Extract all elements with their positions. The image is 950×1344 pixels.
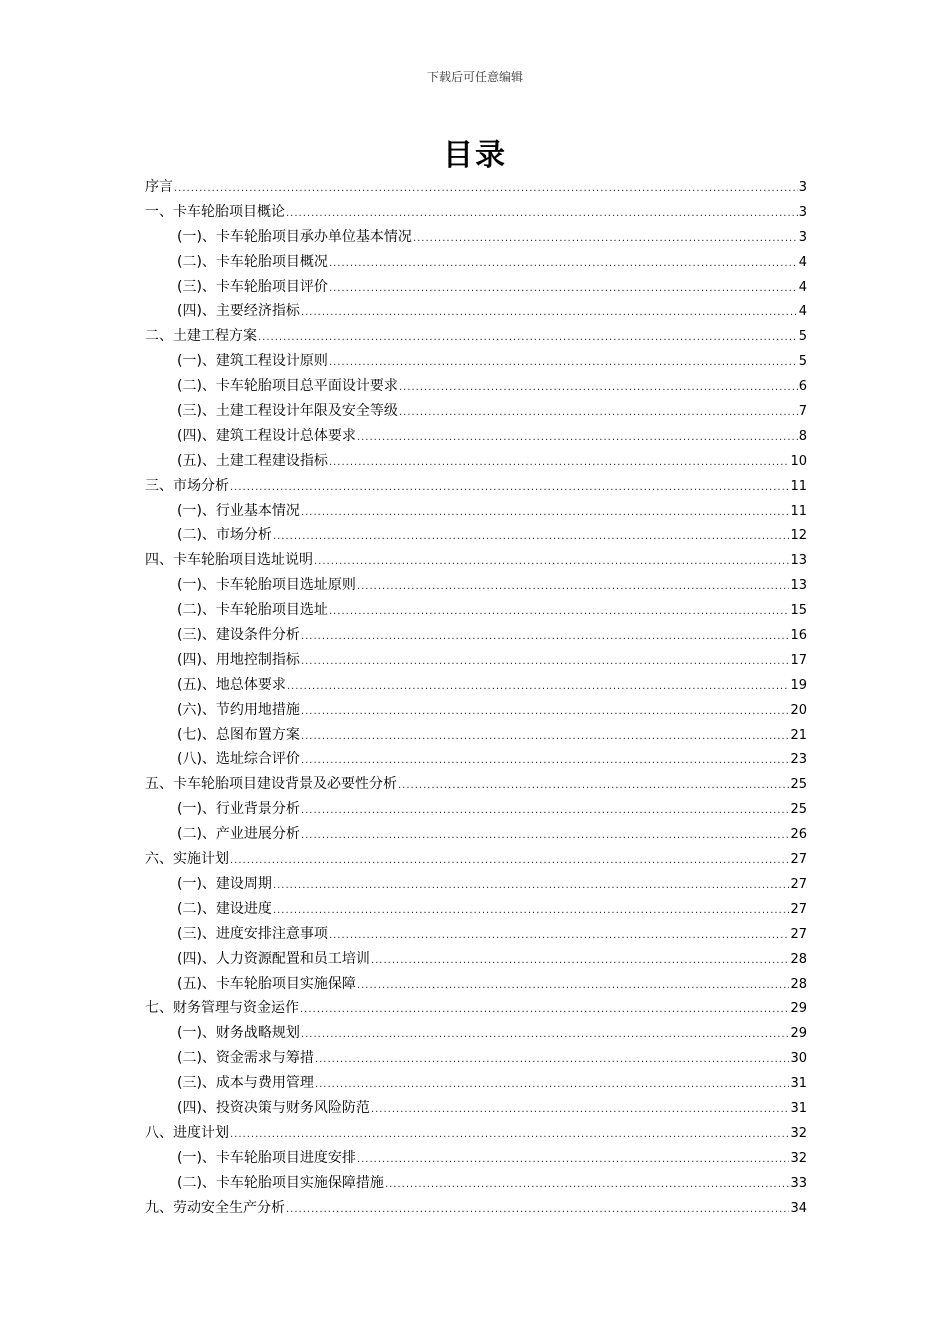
toc-entry-label: (七)、总图布置方案 <box>177 726 300 743</box>
toc-entry[interactable] <box>145 996 807 1021</box>
toc-entry-label: (一)、建筑工程设计原则 <box>177 353 328 370</box>
toc-entry-page-number: 27 <box>790 926 807 942</box>
toc-dot-leader <box>273 899 790 924</box>
toc-dot-leader <box>314 550 789 575</box>
toc-entry-page-number: 11 <box>790 503 807 519</box>
toc-entry-label: (三)、成本与费用管理 <box>177 1075 314 1092</box>
toc-entry[interactable] <box>145 299 807 324</box>
toc-entry[interactable] <box>145 573 807 598</box>
toc-entry-page-number: 26 <box>790 827 807 843</box>
toc-entry-label: (五)、卡车轮胎项目实施保障 <box>177 975 356 992</box>
toc-entry[interactable] <box>145 250 807 275</box>
toc-dot-leader <box>301 824 790 849</box>
toc-entry[interactable] <box>145 225 807 250</box>
toc-entry[interactable] <box>145 747 807 772</box>
toc-entry-label: 三、市场分析 <box>145 477 229 494</box>
toc-entry-page-number: 27 <box>790 901 807 917</box>
toc-entry-page-number: 32 <box>790 1125 807 1141</box>
toc-dot-leader <box>301 301 798 326</box>
toc-entry-label: (八)、选址综合评价 <box>177 751 300 768</box>
toc-dot-leader <box>329 277 798 302</box>
toc-entry[interactable] <box>145 1171 807 1196</box>
toc-entry[interactable] <box>145 349 807 374</box>
toc-dot-leader <box>230 1123 789 1148</box>
toc-entry-label: (二)、产业进展分析 <box>177 826 300 843</box>
toc-entry[interactable] <box>145 623 807 648</box>
toc-entry-label: 五、卡车轮胎项目建设背景及必要性分析 <box>145 776 397 793</box>
toc-entry-page-number: 28 <box>790 976 807 992</box>
toc-dot-leader <box>357 1148 790 1173</box>
toc-dot-leader <box>357 426 798 451</box>
toc-entry[interactable] <box>145 897 807 922</box>
toc-entry[interactable] <box>145 698 807 723</box>
toc-dot-leader <box>301 1023 790 1048</box>
toc-entry-page-number: 29 <box>790 1001 807 1017</box>
toc-entry[interactable] <box>145 1196 807 1221</box>
toc-entry-page-number: 29 <box>790 1026 807 1042</box>
toc-dot-leader <box>413 227 798 252</box>
toc-entry[interactable] <box>145 797 807 822</box>
toc-entry-label: (一)、建设周期 <box>177 875 272 892</box>
toc-entry-label: 九、劳动安全生产分析 <box>145 1199 285 1216</box>
toc-entry-label: (四)、投资决策与财务风险防范 <box>177 1099 370 1116</box>
toc-entry-label: (四)、用地控制指标 <box>177 651 300 668</box>
toc-dot-leader <box>301 799 790 824</box>
toc-entry-page-number: 27 <box>790 876 807 892</box>
toc-entry[interactable] <box>145 200 807 225</box>
toc-entry-page-number: 15 <box>790 603 807 619</box>
toc-entry-page-number: 17 <box>790 652 807 668</box>
toc-entry-page-number: 16 <box>790 628 807 644</box>
toc-entry-page-number: 13 <box>790 553 807 569</box>
toc-entry-label: (三)、卡车轮胎项目评价 <box>177 278 328 295</box>
toc-entry[interactable] <box>145 1071 807 1096</box>
toc-entry-page-number: 3 <box>798 180 807 195</box>
toc-entry-label: (一)、行业基本情况 <box>177 502 300 519</box>
toc-entry-label: (一)、卡车轮胎项目承办单位基本情况 <box>177 228 412 245</box>
toc-entry-page-number: 6 <box>798 379 807 395</box>
toc-entry[interactable] <box>145 922 807 947</box>
toc-dot-leader <box>258 326 798 351</box>
toc-dot-leader <box>230 476 789 501</box>
toc-dot-leader <box>286 202 798 227</box>
toc-entry-page-number: 34 <box>790 1200 807 1216</box>
toc-entry-label: (六)、节约用地措施 <box>177 701 300 718</box>
toc-entry-page-number: 27 <box>790 852 807 868</box>
toc-entry[interactable] <box>145 1021 807 1046</box>
toc-entry[interactable] <box>145 1046 807 1071</box>
toc-entry[interactable] <box>145 548 807 573</box>
toc-entry-page-number: 33 <box>790 1175 807 1191</box>
toc-dot-leader <box>286 1198 789 1223</box>
toc-entry-label: (三)、土建工程设计年限及安全等级 <box>177 403 398 420</box>
toc-dot-leader <box>329 600 790 625</box>
toc-entry-page-number: 28 <box>790 951 807 967</box>
toc-entry-page-number: 23 <box>790 752 807 768</box>
toc-entry-label: (一)、行业背景分析 <box>177 801 300 818</box>
toc-entry-label: 序言 <box>145 179 173 195</box>
toc-entry[interactable] <box>145 648 807 673</box>
toc-entry-label: 四、卡车轮胎项目选址说明 <box>145 552 313 569</box>
toc-entry-label: (五)、地总体要求 <box>177 676 286 693</box>
toc-entry[interactable] <box>145 275 807 300</box>
toc-entry[interactable] <box>145 399 807 424</box>
toc-entry-label: (二)、卡车轮胎项目概况 <box>177 253 328 270</box>
toc-entry-label: (二)、卡车轮胎项目实施保障措施 <box>177 1174 384 1191</box>
toc-entry-page-number: 12 <box>790 528 807 544</box>
toc-entry[interactable] <box>145 374 807 399</box>
toc-entry-page-number: 19 <box>790 677 807 693</box>
toc-entry-page-number: 25 <box>790 777 807 793</box>
toc-entry[interactable] <box>145 449 807 474</box>
toc-dot-leader <box>315 1073 790 1098</box>
toc-entry[interactable] <box>145 772 807 797</box>
page-title: 目录 <box>443 138 507 173</box>
toc-entry[interactable] <box>145 523 807 548</box>
toc-entry-label: (二)、资金需求与筹措 <box>177 1050 314 1067</box>
toc-dot-leader <box>301 650 790 675</box>
toc-dot-leader <box>357 575 790 600</box>
toc-entry[interactable] <box>145 598 807 623</box>
toc-entry[interactable] <box>145 847 807 872</box>
toc-entry[interactable] <box>145 324 807 349</box>
toc-entry-page-number: 3 <box>798 204 807 220</box>
toc-entry[interactable] <box>145 872 807 897</box>
toc-entry-page-number: 4 <box>798 279 807 295</box>
toc-dot-leader <box>301 700 790 725</box>
toc-entry-page-number: 3 <box>798 229 807 245</box>
toc-entry[interactable] <box>145 673 807 698</box>
toc-entry-page-number: 20 <box>790 702 807 718</box>
toc-dot-leader <box>301 749 790 774</box>
toc-entry-label: (一)、卡车轮胎项目进度安排 <box>177 1149 356 1166</box>
toc-entry-page-number: 31 <box>790 1100 807 1116</box>
toc-dot-leader <box>301 725 790 750</box>
toc-dot-leader <box>230 849 789 874</box>
page-header: 下载后可任意编辑 <box>426 70 523 84</box>
toc-dot-leader <box>357 974 790 999</box>
toc-entry[interactable] <box>145 1146 807 1171</box>
toc-entry-page-number: 4 <box>798 254 807 270</box>
toc-entry-label: (二)、卡车轮胎项目选址 <box>177 602 328 619</box>
toc-entry-label: 七、财务管理与资金运作 <box>145 1000 299 1017</box>
toc-entry-page-number: 7 <box>798 404 807 420</box>
toc-dot-leader <box>385 1173 790 1198</box>
toc-entry[interactable] <box>145 947 807 972</box>
toc-entry[interactable] <box>145 474 807 499</box>
table-of-contents <box>145 175 807 1220</box>
toc-dot-leader <box>329 252 798 277</box>
toc-dot-leader <box>315 1048 790 1073</box>
toc-dot-leader <box>273 525 790 550</box>
toc-entry-label: (二)、建设进度 <box>177 900 272 917</box>
toc-entry-label: (三)、建设条件分析 <box>177 627 300 644</box>
toc-entry[interactable] <box>145 424 807 449</box>
toc-entry-label: 八、进度计划 <box>145 1124 229 1141</box>
toc-entry[interactable] <box>145 499 807 524</box>
toc-dot-leader <box>329 451 790 476</box>
toc-entry-label: (五)、土建工程建设指标 <box>177 452 328 469</box>
toc-dot-leader <box>371 1098 790 1123</box>
toc-entry[interactable] <box>145 972 807 997</box>
toc-entry-page-number: 4 <box>798 304 807 320</box>
toc-entry-label: 六、实施计划 <box>145 851 229 868</box>
toc-dot-leader <box>371 949 790 974</box>
toc-entry[interactable] <box>145 1121 807 1146</box>
toc-dot-leader <box>399 376 798 401</box>
toc-dot-leader <box>273 874 790 899</box>
toc-entry-label: (一)、财务战略规划 <box>177 1025 300 1042</box>
toc-dot-leader <box>329 924 790 949</box>
toc-entry-page-number: 13 <box>790 578 807 594</box>
toc-entry-page-number: 32 <box>790 1150 807 1166</box>
toc-entry-label: (三)、进度安排注意事项 <box>177 925 328 942</box>
toc-entry-label: (二)、市场分析 <box>177 527 272 544</box>
toc-dot-leader <box>399 401 798 426</box>
toc-dot-leader <box>174 177 798 202</box>
toc-entry[interactable] <box>145 1096 807 1121</box>
toc-entry-label: (二)、卡车轮胎项目总平面设计要求 <box>177 378 398 395</box>
toc-dot-leader <box>329 351 798 376</box>
toc-entry-page-number: 30 <box>790 1051 807 1067</box>
toc-entry[interactable] <box>145 723 807 748</box>
toc-dot-leader <box>301 501 790 526</box>
toc-entry-page-number: 21 <box>790 727 807 743</box>
toc-entry-label: 一、卡车轮胎项目概论 <box>145 203 285 220</box>
toc-entry-page-number: 11 <box>790 478 807 494</box>
toc-entry-label: (四)、人力资源配置和员工培训 <box>177 950 370 967</box>
toc-entry-page-number: 25 <box>790 802 807 818</box>
toc-dot-leader <box>398 774 789 799</box>
toc-dot-leader <box>287 675 790 700</box>
toc-entry[interactable] <box>145 175 807 200</box>
toc-entry-page-number: 5 <box>798 354 807 370</box>
toc-entry-label: (一)、卡车轮胎项目选址原则 <box>177 577 356 594</box>
toc-entry-label: 二、土建工程方案 <box>145 328 257 345</box>
toc-entry-label: (四)、建筑工程设计总体要求 <box>177 427 356 444</box>
toc-entry[interactable] <box>145 822 807 847</box>
toc-dot-leader <box>301 625 790 650</box>
toc-dot-leader <box>300 998 789 1023</box>
toc-entry-page-number: 5 <box>798 329 807 345</box>
toc-entry-page-number: 8 <box>798 428 807 444</box>
toc-entry-label: (四)、主要经济指标 <box>177 303 300 320</box>
toc-entry-page-number: 31 <box>790 1076 807 1092</box>
toc-entry-page-number: 10 <box>790 453 807 469</box>
